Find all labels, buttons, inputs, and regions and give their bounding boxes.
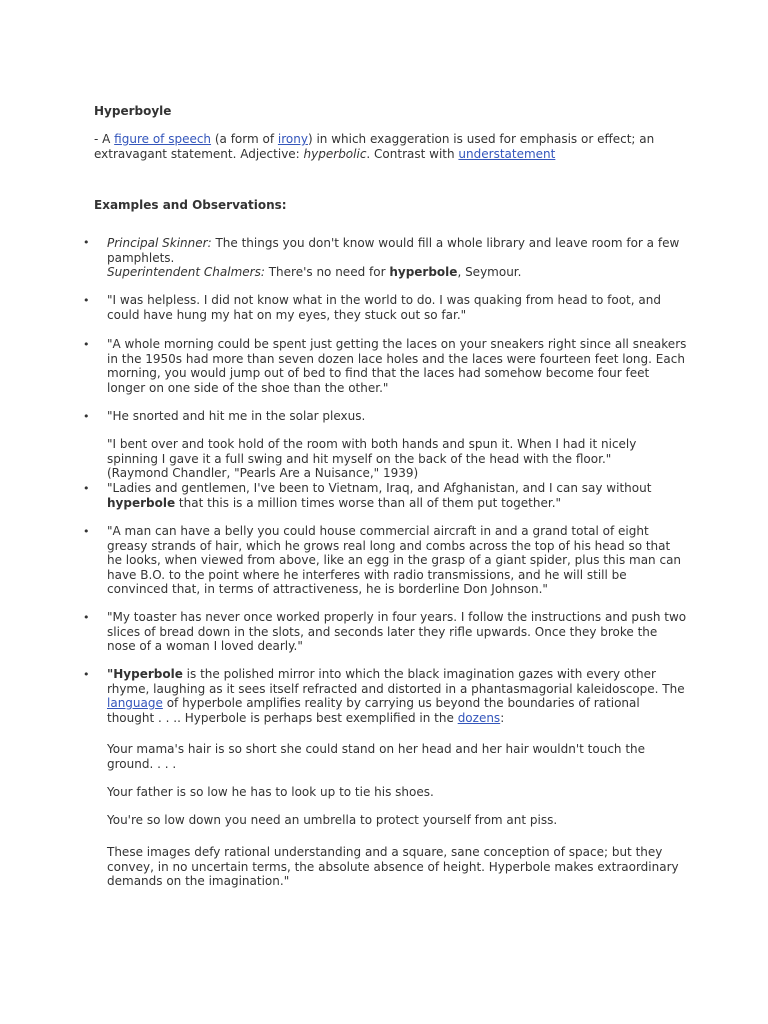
list-item-morning: "A whole morning could be spent just getting the laces on your sneakers right since all sneakers in the 1950s had more than seven dozen lace holes and the laces were fourteen feet long. Each morning, you would jump out of bed to find that the laces had somehow become four feet longer on one side of the shoe than the other." bbox=[107, 337, 687, 395]
list-item-mirror bbox=[107, 667, 687, 725]
speaker-skinner: Principal Skinner: bbox=[107, 236, 212, 250]
list-item-toaster: "My toaster has never once worked properly in four years. I follow the instructions and push two slices of bread down in the slots, and seconds later they rifle upwards. Once they broke the nose of a woman I loved dearly." bbox=[107, 610, 687, 653]
list-item-helpless: "I was helpless. I did not know what in the world to do. I was quaking from head to foot, and could have hung my hat on my eyes, they stuck out so far." bbox=[107, 293, 661, 322]
quote-images: These images defy rational understanding and a square, sane conception of space; but they convey, in no uncertain terms, the absolute absence of height. Hyperbole makes extraordinary demands on the imagination." bbox=[107, 845, 679, 888]
language-link[interactable]: language bbox=[107, 696, 163, 710]
page-title: Hyperboyle bbox=[94, 104, 172, 118]
definition-text-3: ) in which exaggeration is used for emphasis or effect; an extravagant statement. Adjective: bbox=[94, 132, 655, 161]
mirror-text-b: of hyperbole amplifies reality by carrying us beyond the boundaries of rational thought . . .. Hyperbole is perhaps best exemplified in the bbox=[107, 696, 640, 725]
mirror-bold: "Hyperbole bbox=[107, 667, 183, 681]
section-heading: Examples and Observations: bbox=[94, 198, 287, 212]
bullet-icon: • bbox=[83, 611, 90, 624]
skinner-quote: The things you don't know would fill a whole library and leave room for a few pamphlets. bbox=[107, 236, 680, 265]
chalmers-bold: hyperbole bbox=[389, 265, 458, 279]
figure-of-speech-link[interactable]: figure of speech bbox=[114, 132, 212, 146]
bullet-icon: • bbox=[83, 236, 90, 249]
bullet-icon: • bbox=[83, 482, 90, 495]
bullet-icon: • bbox=[83, 294, 90, 307]
list-item-ladies bbox=[107, 481, 687, 510]
irony-link[interactable]: irony bbox=[277, 132, 308, 146]
bullet-icon: • bbox=[83, 668, 90, 681]
quote-umbrella: You're so low down you need an umbrella to protect yourself from ant piss. bbox=[107, 813, 558, 827]
definition bbox=[94, 132, 674, 161]
list-item-belly: "A man can have a belly you could house commercial aircraft in and a grand total of eight greasy strands of hair, which he grows real long and combs across the top of his head so that he looks, when viewed from above, like an egg in the grasp of a giant spider, plus this man can have B.O. to the point where he interferes with radio transmissions, and he will still be convinced that, in terms of attractiveness, he is borderline Don Johnson." bbox=[107, 524, 682, 596]
ladies-bold: hyperbole bbox=[107, 495, 176, 510]
chalmers-quote-a: There's no need for bbox=[264, 265, 390, 279]
mirror-text-a: is the polished mirror into which the black imagination gazes with every other rhyme, laughing as it sees itself refracted and distorted in a phantasmagorial kaleidoscope. The bbox=[107, 667, 685, 696]
quote-bent-over: "I bent over and took hold of the room with both hands and spun it. When I had it nicely spinning I gave it a full swing and hit myself on the back of the head with the floor." bbox=[107, 437, 637, 466]
dozens-link[interactable]: dozens bbox=[457, 710, 501, 725]
bullet-icon: • bbox=[83, 338, 90, 351]
bullet-icon: • bbox=[83, 410, 90, 423]
quote-father: Your father is so low he has to look up to tie his shoes. bbox=[107, 785, 434, 799]
speaker-chalmers: Superintendent Chalmers: bbox=[107, 265, 265, 279]
definition-intro: - A bbox=[94, 132, 115, 146]
definition-text-2: (a form of bbox=[211, 132, 278, 146]
citation-chandler: (Raymond Chandler, "Pearls Are a Nuisance," 1939) bbox=[107, 466, 419, 480]
chalmers-quote-b: , Seymour. bbox=[457, 265, 522, 279]
definition-adjective: hyperbolic bbox=[303, 146, 367, 161]
ladies-text-b: that this is a million times worse than all of them put together." bbox=[175, 495, 562, 510]
list-item-snorted: "He snorted and hit me in the solar plexus. bbox=[107, 409, 366, 423]
understatement-link[interactable]: understatement bbox=[458, 146, 556, 161]
quote-mama: Your mama's hair is so short she could stand on her head and her hair wouldn't touch the ground. . . . bbox=[107, 742, 646, 771]
definition-text-4: . Contrast with bbox=[366, 146, 459, 161]
bullet-icon: • bbox=[83, 525, 90, 538]
ladies-text-a: "Ladies and gentlemen, I've been to Vietnam, Iraq, and Afghanistan, and I can say without bbox=[107, 481, 652, 495]
mirror-text-c: : bbox=[500, 710, 505, 725]
list-item-skinner bbox=[107, 236, 687, 280]
